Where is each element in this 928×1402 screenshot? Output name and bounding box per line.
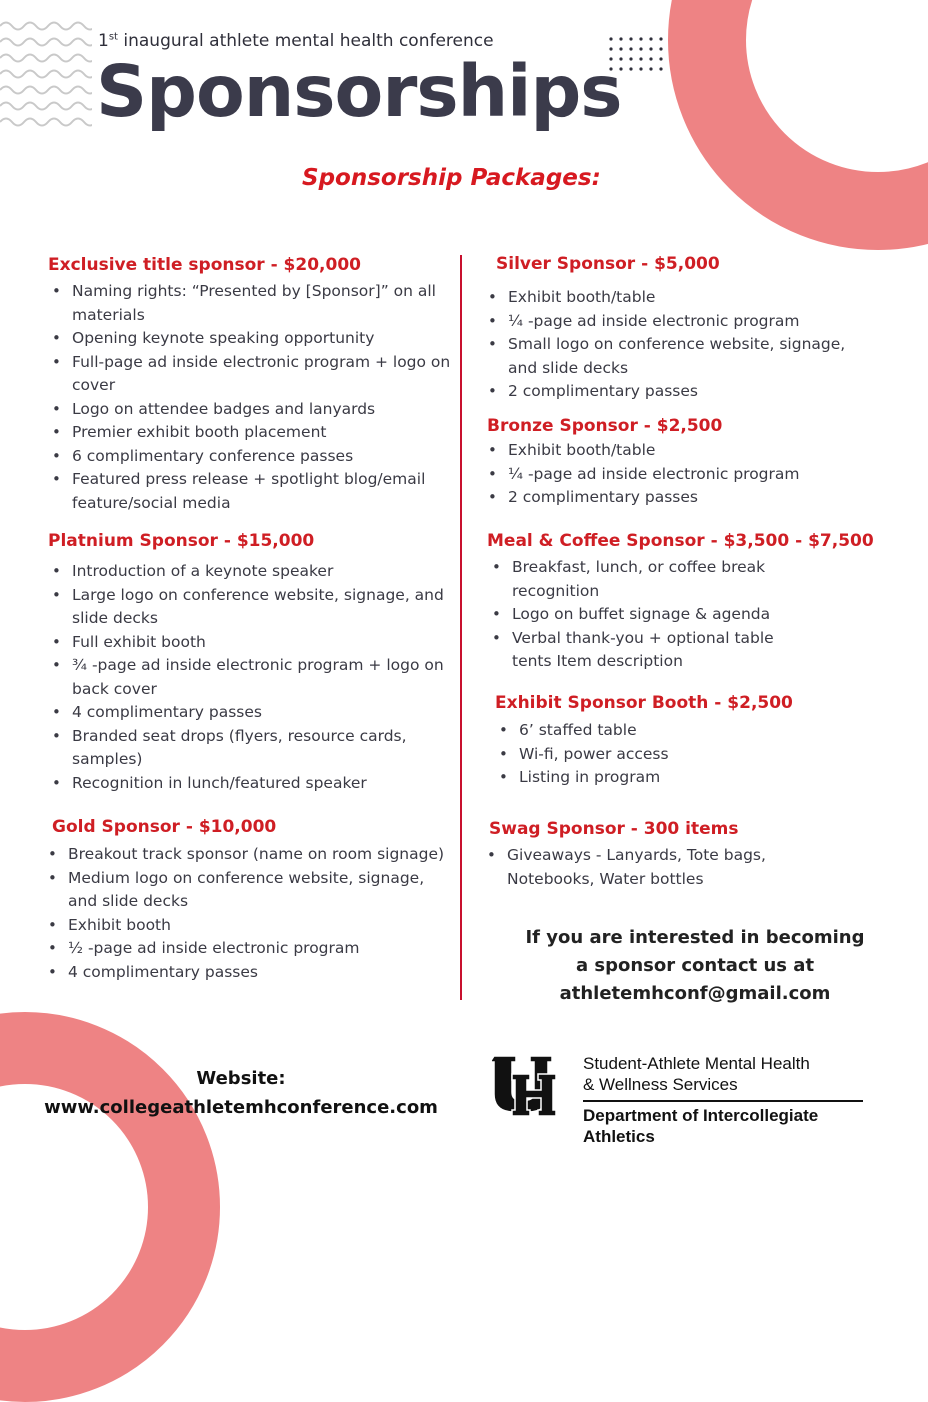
contact-line-1: If you are interested in becoming bbox=[525, 927, 865, 948]
list-item: • 6’ staffed table bbox=[495, 719, 875, 743]
package-title: Silver Sponsor - $5,000 bbox=[496, 254, 720, 274]
logo-line-1: Student-Athlete Mental Health bbox=[583, 1054, 810, 1073]
list-item: • Featured press release + spotlight blog/email feature/social media bbox=[48, 468, 453, 515]
logo-text-athletics bbox=[583, 1105, 818, 1147]
list-item: • Exhibit booth bbox=[44, 914, 452, 938]
package-benefits-list bbox=[48, 560, 458, 795]
package-benefits-list bbox=[48, 280, 453, 515]
logo-line-4: Athletics bbox=[583, 1127, 655, 1146]
package-meal-coffee bbox=[487, 531, 907, 674]
list-item: • Breakfast, lunch, or coffee break recognition bbox=[488, 556, 818, 603]
list-item: • Logo on attendee badges and lanyards bbox=[48, 398, 453, 422]
list-item: • Medium logo on conference website, signage, and slide decks bbox=[44, 867, 452, 914]
list-item: • ½ -page ad inside electronic program bbox=[44, 937, 452, 961]
list-item: • ¼ -page ad inside electronic program bbox=[484, 463, 867, 487]
package-benefits-list bbox=[488, 556, 818, 674]
column-divider bbox=[460, 255, 462, 1000]
package-silver bbox=[496, 254, 856, 404]
list-item: • Full-page ad inside electronic program + logo on cover bbox=[48, 351, 453, 398]
list-item: • ¾ -page ad inside electronic program + logo on back cover bbox=[48, 654, 458, 701]
logo-line-2: & Wellness Services bbox=[583, 1075, 738, 1094]
list-item: • 4 complimentary passes bbox=[44, 961, 452, 985]
package-exclusive-title bbox=[48, 255, 453, 515]
website-link[interactable]: www.collegeathletemhconference.com bbox=[44, 1097, 438, 1118]
package-title: Meal & Coffee Sponsor - $3,500 - $7,500 bbox=[487, 531, 874, 551]
package-exhibit-booth bbox=[495, 693, 875, 790]
list-item: • Wi-fi, power access bbox=[495, 743, 875, 767]
package-bronze bbox=[487, 416, 867, 510]
list-item: • Exhibit booth/table bbox=[484, 439, 867, 463]
package-benefits-list bbox=[495, 719, 875, 790]
website-block bbox=[16, 1064, 466, 1122]
package-title: Swag Sponsor - 300 items bbox=[489, 819, 739, 839]
list-item: • Listing in program bbox=[495, 766, 875, 790]
list-item: • Premier exhibit booth placement bbox=[48, 421, 453, 445]
package-title: Exhibit Sponsor Booth - $2,500 bbox=[495, 693, 793, 713]
package-swag bbox=[489, 819, 849, 891]
list-item: • Introduction of a keynote speaker bbox=[48, 560, 458, 584]
list-item: • Branded seat drops (flyers, resource cards, samples) bbox=[48, 725, 458, 772]
package-title: Gold Sponsor - $10,000 bbox=[52, 817, 277, 837]
package-benefits-list bbox=[44, 843, 452, 984]
list-item: • Opening keynote speaking opportunity bbox=[48, 327, 453, 351]
list-item: • 2 complimentary passes bbox=[484, 486, 867, 510]
package-title: Platnium Sponsor - $15,000 bbox=[48, 531, 315, 551]
ordinal-suffix: st bbox=[108, 31, 118, 43]
logo-line-3: Department of Intercollegiate bbox=[583, 1106, 819, 1125]
conference-subtitle bbox=[98, 31, 494, 51]
logo-text-department bbox=[583, 1053, 810, 1095]
list-item: • Logo on buffet signage & agenda bbox=[488, 603, 818, 627]
list-item: • Large logo on conference website, signage, and slide decks bbox=[48, 584, 458, 631]
list-item: • Naming rights: “Presented by [Sponsor]” on all materials bbox=[48, 280, 453, 327]
page-title: Sponsorships bbox=[96, 50, 622, 133]
subtitle-text: inaugural athlete mental health conference bbox=[123, 31, 494, 51]
list-item: • 6 complimentary conference passes bbox=[48, 445, 453, 469]
contact-callout bbox=[500, 924, 890, 1008]
package-benefits-list bbox=[484, 286, 856, 404]
package-benefits-list bbox=[484, 439, 867, 510]
list-item: • ¼ -page ad inside electronic program bbox=[484, 310, 856, 334]
ordinal-number: 1 bbox=[98, 31, 109, 51]
list-item: • Breakout track sponsor (name on room signage) bbox=[44, 843, 452, 867]
list-item: • Recognition in lunch/featured speaker bbox=[48, 772, 458, 796]
list-item: • Small logo on conference website, signage, and slide decks bbox=[484, 333, 856, 380]
list-item: • Verbal thank-you + optional table tents Item description bbox=[488, 627, 818, 674]
website-label: Website: bbox=[196, 1068, 286, 1089]
package-platinum bbox=[48, 531, 458, 795]
package-title: Exclusive title sponsor - $20,000 bbox=[48, 255, 361, 275]
contact-email[interactable]: athletemhconf@gmail.com bbox=[559, 983, 831, 1004]
contact-line-2: a sponsor contact us at bbox=[575, 955, 815, 976]
package-benefits-list bbox=[483, 844, 813, 891]
list-item: • Full exhibit booth bbox=[48, 631, 458, 655]
list-item: • 4 complimentary passes bbox=[48, 701, 458, 725]
list-item: • 2 complimentary passes bbox=[484, 380, 856, 404]
packages-heading: Sponsorship Packages: bbox=[302, 165, 601, 191]
list-item: • Giveaways - Lanyards, Tote bags, Notebooks, Water bottles bbox=[483, 844, 813, 891]
uh-interlocking-logo bbox=[492, 1054, 568, 1122]
package-gold bbox=[52, 817, 452, 984]
list-item: • Exhibit booth/table bbox=[484, 286, 856, 310]
decorative-arc-top-right bbox=[668, 0, 928, 250]
package-title: Bronze Sponsor - $2,500 bbox=[487, 416, 723, 436]
decorative-waves bbox=[0, 18, 92, 133]
logo-divider bbox=[583, 1100, 863, 1102]
